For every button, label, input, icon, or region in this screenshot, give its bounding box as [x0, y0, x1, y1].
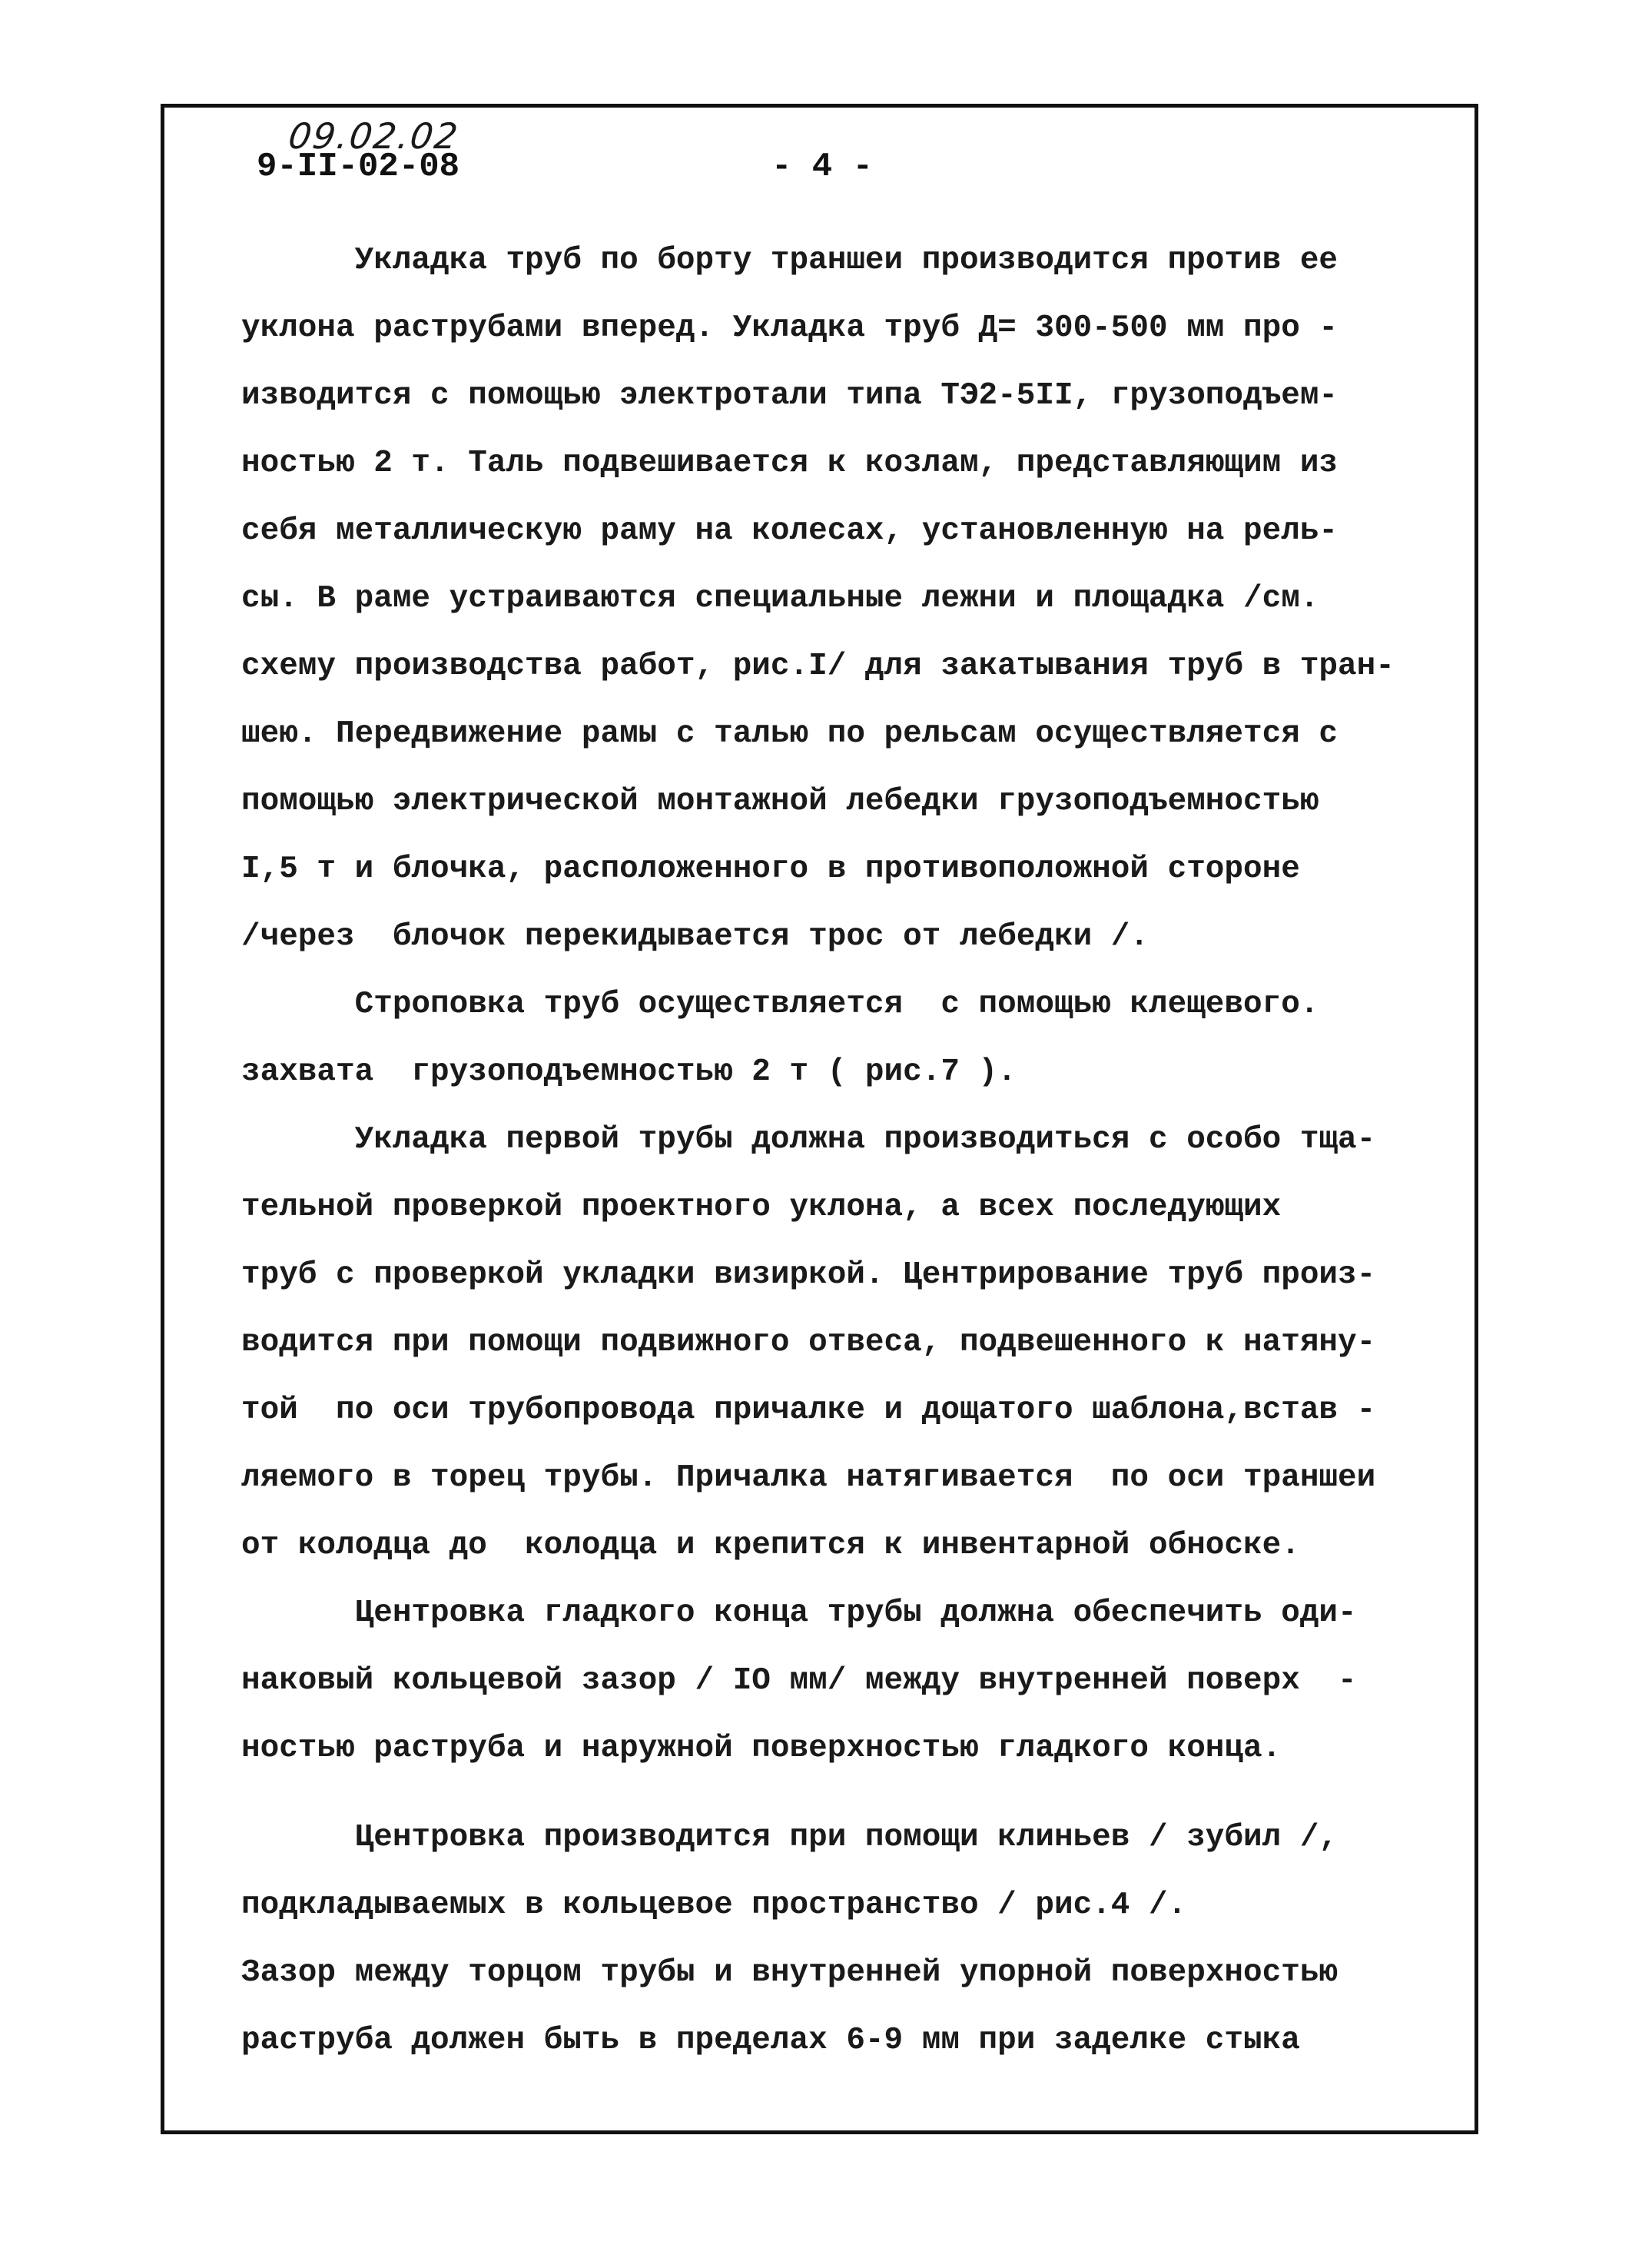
text-line: наковый кольцевой зазор / IO мм/ между внутренней поверх - [241, 1663, 1357, 1698]
text-line: раструба должен быть в пределах 6-9 мм при заделке стыка [241, 2023, 1300, 2058]
text-line: Укладка труб по борту траншеи производится против ее [241, 243, 1339, 278]
text-line: той по оси трубопровода причалке и дощатого шаблона,встав - [241, 1393, 1376, 1428]
text-line: Центровка производится при помощи клиньев / зубил /, [241, 1820, 1339, 1855]
paragraph-spacer [241, 1782, 1471, 1804]
text-line: помощью электрической монтажной лебедки грузоподъемностью [241, 784, 1319, 819]
document-code: 9-II-02-08 [257, 148, 460, 186]
page-number: - 4 - [771, 148, 874, 186]
text-line: водится при помощи подвижного отвеса, подвешенного к натяну- [241, 1325, 1376, 1360]
text-line: труб с проверкой укладки визиркой. Центрирование труб произ- [241, 1257, 1376, 1293]
text-line: схему производства работ, рис.I/ для закатывания труб в тран- [241, 649, 1395, 684]
text-line: уклона раструбами вперед. Укладка труб Д= 300-500 мм про - [241, 310, 1339, 346]
paragraph-centering-gap [241, 1579, 1471, 1782]
text-line: Укладка первой трубы должна производиться с особо тща- [241, 1122, 1376, 1157]
text-line: тельной проверкой проектного уклона, а всех последующих [241, 1190, 1282, 1225]
text-line: /через блочок перекидывается трос от лебедки /. [241, 919, 1149, 955]
text-line: ностью 2 т. Таль подвешивается к козлам, представляющим из [241, 446, 1339, 481]
text-line: подкладываемых в кольцевое пространство / рис.4 /. [241, 1888, 1187, 1923]
paragraph-slinging [241, 971, 1471, 1106]
text-line: шею. Передвижение рамы с талью по рельсам осуществляется с [241, 716, 1339, 752]
text-line: Зазор между торцом трубы и внутренней упорной поверхностью [241, 1955, 1339, 1991]
paragraph-first-pipe [241, 1106, 1471, 1579]
handwritten-date: 09.02.02 [286, 115, 462, 157]
text-line: ляемого в торец трубы. Причалка натягивается по оси траншеи [241, 1460, 1376, 1496]
text-line: изводится с помощью электротали типа ТЭ2-5II, грузоподъем- [241, 378, 1339, 413]
text-line: Центровка гладкого конца трубы должна обеспечить оди- [241, 1596, 1357, 1631]
text-line: захвата грузоподъемностью 2 т ( рис.7 ). [241, 1054, 1017, 1090]
paragraph-centering-wedges [241, 1804, 1471, 2074]
text-line: I,5 т и блочка, расположенного в противоположной стороне [241, 852, 1300, 887]
text-line: Строповка труб осуществляется с помощью клещевого. [241, 987, 1319, 1022]
paragraph-pipe-laying [241, 227, 1471, 971]
text-line: от колодца до колодца и крепится к инвентарной обноске. [241, 1528, 1300, 1563]
text-line: сы. В раме устраиваются специальные лежни и площадка /см. [241, 581, 1319, 616]
page-frame [161, 104, 1478, 2134]
document-body [241, 227, 1471, 2074]
text-line: себя металлическую раму на колесах, установленную на рель- [241, 513, 1339, 549]
text-line: ностью раструба и наружной поверхностью гладкого конца. [241, 1731, 1282, 1766]
